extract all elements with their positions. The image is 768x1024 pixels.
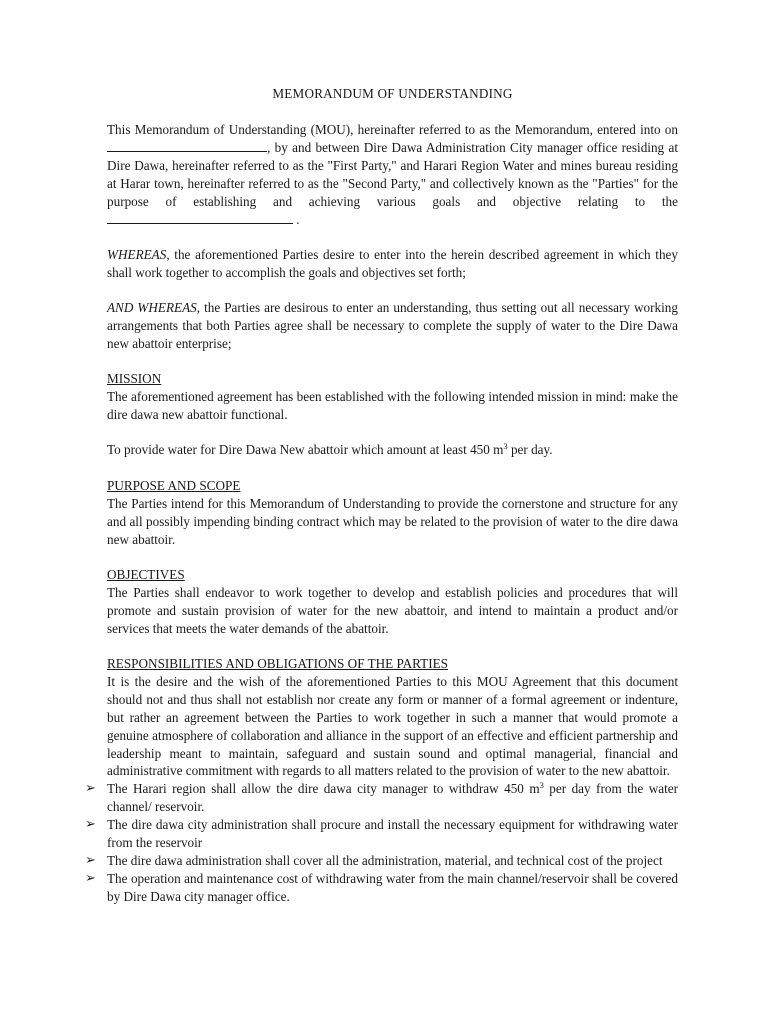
mission-section: [107, 370, 678, 424]
water-amount-suffix: per day.: [507, 442, 553, 457]
bullet-text: The dire dawa city administration shall procure and install the necessary equipment for withdrawing water from the reservoir: [107, 817, 678, 851]
and-whereas-lead: AND WHEREAS: [107, 300, 197, 315]
intro-text-2: , by and between Dire Dawa Administration City manager office residing at Dire Dawa, hereinafter referred to as the "First Party," and Harari Region Water and mines bureau residing at Harar town, hereinafter referred to as the "Second Party," and collectively known as the "Parties" for the purpose of establishing and achieving various goals and objective relating to the: [107, 139, 678, 209]
bullet-text: The dire dawa administration shall cover all the administration, material, and technical cost of the project: [107, 852, 663, 868]
whereas-paragraph: [107, 246, 678, 282]
intro-paragraph: [107, 121, 678, 228]
list-item: [85, 816, 678, 852]
bullet-text: The operation and maintenance cost of withdrawing water from the main channel/reservoir shall be covered by Dire Dawa city manager office.: [107, 870, 678, 904]
bullet-text: The Harari region shall allow the dire dawa city manager to withdraw 450 m: [107, 781, 540, 797]
bullet-text-suffix: per day from the water channel/ reservoir.: [107, 781, 678, 815]
and-whereas-text: , the Parties are desirous to enter an understanding, thus setting out all necessary working arrangements that both Parties agree shall be necessary to complete the supply of water to the Dire Dawa new abattoir enterprise;: [107, 300, 678, 351]
mission-text: The aforementioned agreement has been established with the following intended mission in mind: make the dire dawa new abattoir functional.: [107, 388, 678, 422]
whereas-text: , the aforementioned Parties desire to enter into the herein described agreement in which they shall work together to accomplish the goals and objectives set forth;: [107, 247, 678, 280]
water-amount-paragraph: [107, 441, 678, 459]
purpose-blank-line: [107, 211, 293, 224]
objectives-heading: OBJECTIVES: [107, 567, 185, 582]
responsibilities-section: [85, 655, 678, 906]
list-item: [85, 780, 678, 816]
cubic-superscript: 3: [503, 441, 508, 451]
document-title: MEMORANDUM OF UNDERSTANDING: [272, 86, 513, 101]
water-amount-text: To provide water for Dire Dawa New abattoir which amount at least 450 m: [107, 442, 504, 457]
responsibilities-heading: RESPONSIBILITIES AND OBLIGATIONS OF THE PARTIES: [107, 656, 449, 671]
date-blank-line: [107, 139, 267, 152]
mission-heading: MISSION: [107, 371, 162, 386]
arrow-bullet-icon: ➢: [85, 781, 96, 797]
whereas-lead: WHEREAS: [107, 247, 167, 262]
list-item: [85, 852, 678, 870]
intro-text-1: This Memorandum of Understanding (MOU), hereinafter referred to as the Memorandum, entered into on: [107, 122, 678, 137]
arrow-bullet-icon: ➢: [85, 817, 96, 833]
list-item: [85, 870, 678, 906]
cubic-superscript: 3: [539, 780, 544, 791]
intro-text-3: .: [293, 211, 300, 227]
arrow-bullet-icon: ➢: [85, 870, 96, 886]
purpose-section: [107, 477, 678, 549]
purpose-heading: PURPOSE AND SCOPE: [107, 478, 241, 493]
and-whereas-paragraph: [107, 299, 678, 353]
objectives-text: The Parties shall endeavor to work together to develop and establish policies and procedures that will promote and sustain provision of water for the new abattoir, and intend to maintain a product and/or services that meets the water demands of the abattoir.: [107, 584, 678, 636]
purpose-text: The Parties intend for this Memorandum of Understanding to provide the cornerstone and structure for any and all possibly impending binding contract which may be related to the provision of water to the dire dawa new abattoir.: [107, 495, 678, 547]
objectives-section: [107, 566, 678, 638]
obligations-list: [85, 780, 678, 905]
arrow-bullet-icon: ➢: [85, 852, 96, 868]
responsibilities-text: It is the desire and the wish of the aforementioned Parties to this MOU Agreement that this document should not and thus shall not establish nor create any form or manner of a formal agreement or indenture, but rather an agreement between the Parties to work together in such a manner that would promote a genuine atmosphere of collaboration and alliance in the support of an effective and efficient partnership and leadership meant to maintain, safeguard and sustain sound and optimal managerial, financial and administrative commitment with regards to all matters related to the provision of water to the new abattoir.: [107, 673, 678, 779]
